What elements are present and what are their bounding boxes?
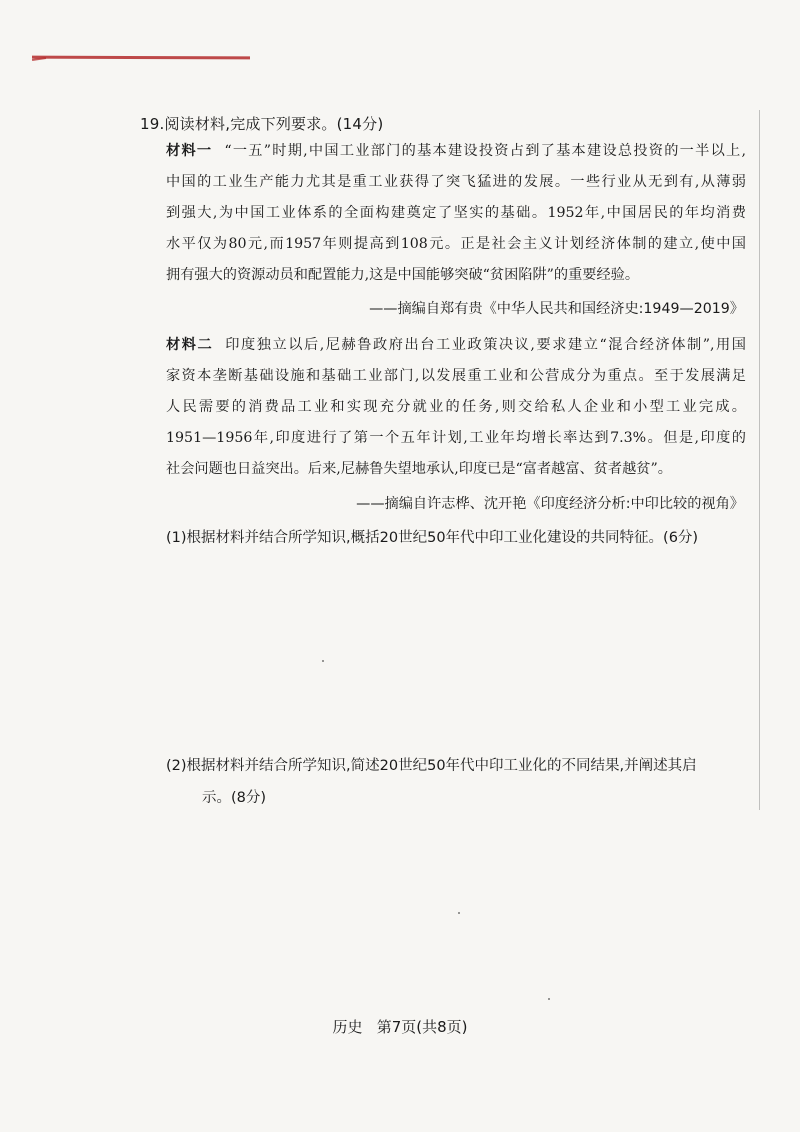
scan-speck [548,998,550,1000]
sub-question-2 [166,750,746,814]
material-one-label: 材料一 [166,143,213,159]
material-one-line: 拥有强大的资源动员和配置能力,这是中国能够突破“贫困陷阱”的重要经验。 [166,267,640,283]
material-one-line: 到强大,为中国工业体系的全面构建奠定了坚实的基础。1952年,中国居民的年均消费 [166,205,746,221]
page-edge-line [759,110,760,810]
material-two [166,330,746,485]
question-title: 19.阅读材料,完成下列要求。(14分) [140,115,384,133]
scan-speck [322,660,324,662]
page-footer: 历史 第7页(共8页) [332,1018,468,1036]
material-two-line: 家资本垄断基础设施和基础工业部门,以发展重工业和公营成分为重点。至于发展满足 [166,368,746,384]
material-two-label: 材料二 [166,337,214,353]
sub-question-2-line: 示。(8分) [202,790,267,806]
red-pen-mark [32,56,250,60]
material-one-line: 材料一 “一五”时期,中国工业部门的基本建设投资占到了基本建设总投资的一半以上, [166,143,746,159]
material-two-line: 材料二 印度独立以后,尼赫鲁政府出台工业政策决议,要求建立“混合经济体制”,用国 [166,337,746,353]
red-pen-tick [32,57,46,61]
material-one [166,136,746,291]
material-two-line: 人民需要的消费品工业和实现充分就业的任务,则交给私人企业和小型工业完成。 [166,399,746,415]
material-two-line: 社会问题也日益突出。后来,尼赫鲁失望地承认,印度已是“富者越富、贫者越贫”。 [166,461,672,477]
material-one-source: ——摘编自郑有贵《中华人民共和国经济史:1949—2019》 [369,301,744,317]
sub-question-1: (1)根据材料并结合所学知识,概括20世纪50年代中印工业化建设的共同特征。(6分) [166,530,699,546]
material-one-line: 中国的工业生产能力尤其是重工业获得了突飞猛进的发展。一些行业从无到有,从薄弱 [166,174,746,190]
material-two-line: 1951—1956年,印度进行了第一个五年计划,工业年均增长率达到7.3%。但是,印度的 [166,430,746,446]
sub-question-2-line: (2)根据材料并结合所学知识,简述20世纪50年代中印工业化的不同结果,并阐述其启 [166,758,697,774]
material-two-source: ——摘编自许志桦、沈开艳《印度经济分析:中印比较的视角》 [356,496,744,512]
scan-speck [458,912,460,914]
material-one-line: 水平仅为80元,而1957年则提高到108元。正是社会主义计划经济体制的建立,使中国 [166,236,746,252]
